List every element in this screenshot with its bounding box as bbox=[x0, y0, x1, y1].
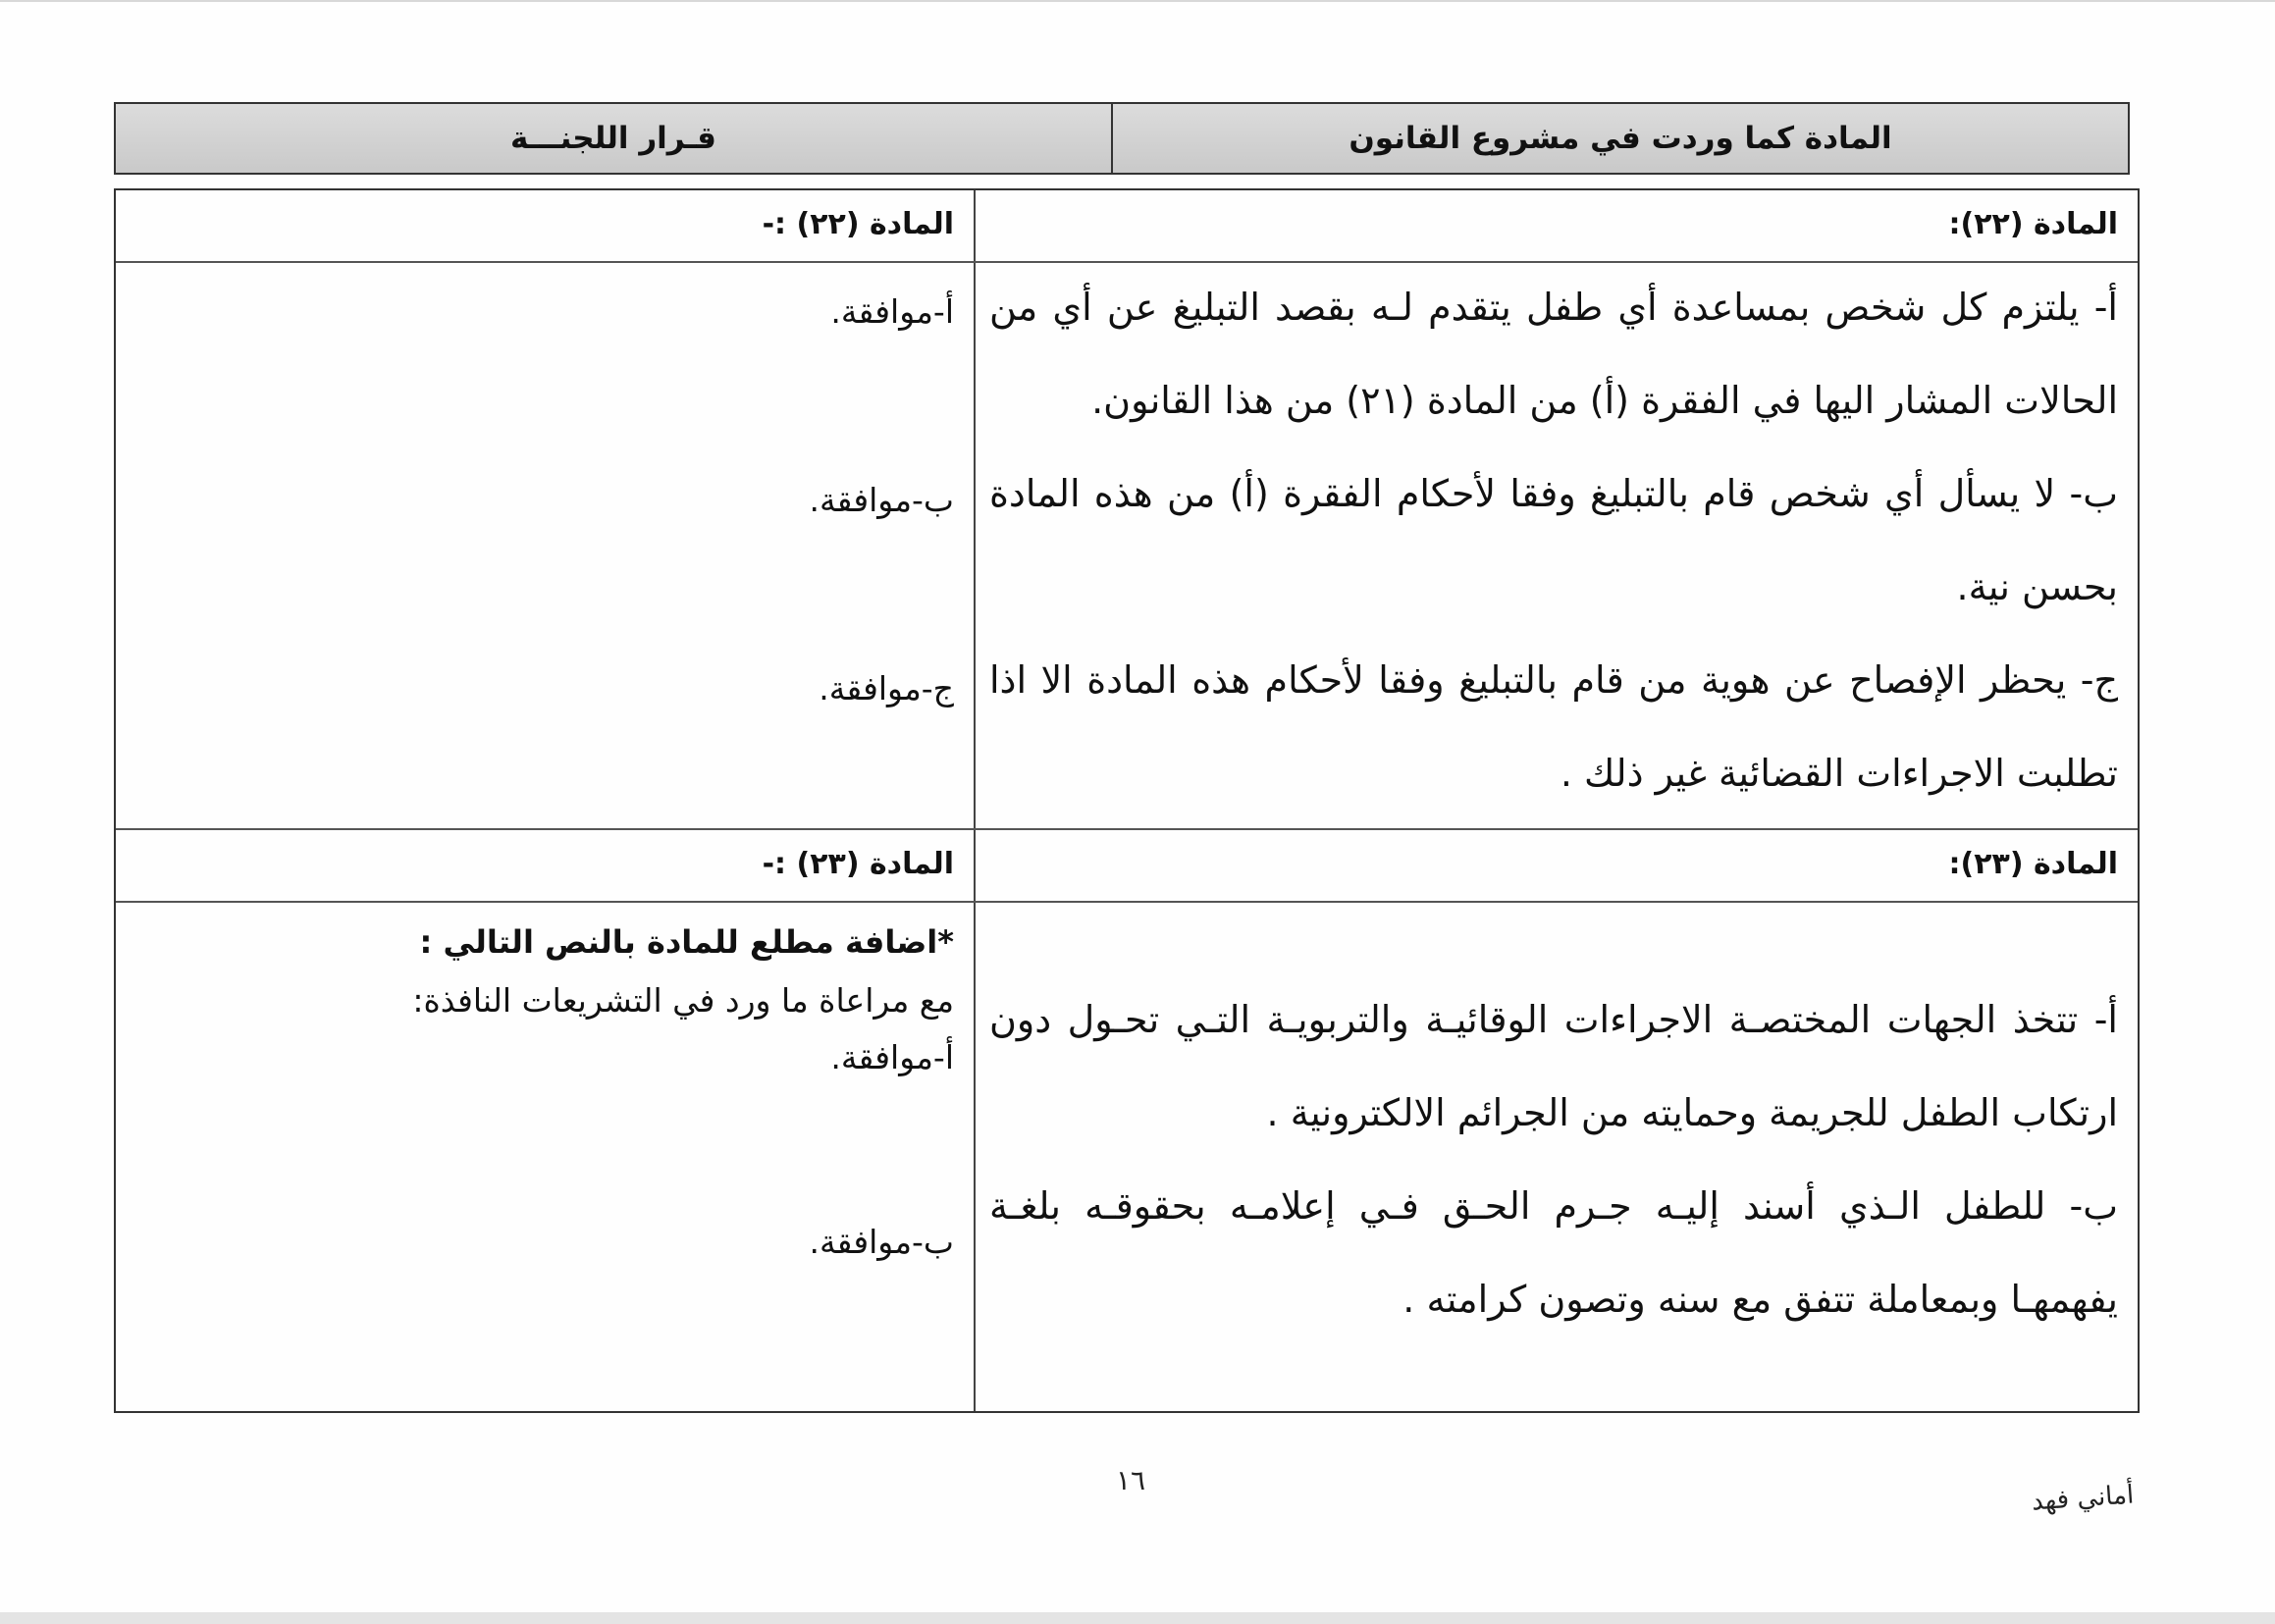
article-23-committee-cell bbox=[116, 903, 974, 1411]
article-22-decision-c: ج-موافقة. bbox=[819, 669, 954, 707]
header-committee-column: قـرار اللجنـــة bbox=[510, 121, 716, 156]
article-23-decision-a: أ-موافقة. bbox=[830, 1038, 954, 1076]
article-23-committee-heading: المادة (٢٣) :- bbox=[762, 847, 954, 881]
article-22-decision-b: ب-موافقة. bbox=[809, 481, 954, 519]
page-number: ١٦ bbox=[1115, 1464, 1146, 1496]
article-23-law-heading-cell bbox=[974, 830, 2138, 901]
article-22-body-row bbox=[116, 263, 2138, 830]
article-22-committee-heading: المادة (٢٢) :- bbox=[762, 207, 954, 241]
header-law-column: المادة كما وردت في مشروع القانون bbox=[1111, 104, 2128, 173]
table-header bbox=[114, 102, 2130, 175]
article-23-law-text-cell bbox=[974, 903, 2138, 1411]
article-22-law-text bbox=[989, 261, 2118, 820]
article-23-body-row bbox=[116, 903, 2138, 1411]
article-22-committee-cell bbox=[116, 263, 974, 828]
article-22-committee-heading-cell bbox=[116, 190, 974, 261]
article-22-para-c: ج- يحظر الإفصاح عن هوية من قام بالتبليغ وفقا لأحكام هذه المادة الا اذا تطلبت الاجراءات القضائية غير ذلك . bbox=[989, 658, 2118, 795]
article-23-decision-b: ب-موافقة. bbox=[809, 1223, 954, 1261]
article-23-law-heading: المادة (٢٣): bbox=[1948, 847, 2118, 881]
article-23-law-text bbox=[989, 973, 2118, 1346]
article-23-committee-note: مع مراعاة ما ورد في التشريعات النافذة: bbox=[412, 981, 954, 1020]
article-22-heading-row bbox=[116, 190, 2138, 263]
article-22-law-text-cell bbox=[974, 263, 2138, 828]
articles-table bbox=[114, 188, 2140, 1413]
article-23-committee-intro: *اضافة مطلع للمادة بالنص التالي : bbox=[419, 923, 954, 961]
article-22-para-a: أ- يلتزم كل شخص بمساعدة أي طفل يتقدم لـه بقصد التبليغ عن أي من الحالات المشار اليها في الفقرة (أ) من المادة (٢١) من هذا القانون. bbox=[989, 286, 2118, 422]
article-22-law-heading-cell bbox=[974, 190, 2138, 261]
article-22-decision-a: أ-موافقة. bbox=[830, 292, 954, 331]
article-23-heading-row bbox=[116, 830, 2138, 903]
article-23-para-b: ب- للطفل الـذي أسند إليـه جـرم الحـق فـي إعلامـه بحقوقـه بلغـة يفهمهـا وبمعاملة تتفق مع سنه وتصون كرامته . bbox=[989, 1184, 2118, 1321]
handwritten-signature: أماني فهد bbox=[2031, 1480, 2136, 1517]
bottom-edge bbox=[0, 1612, 2275, 1624]
article-23-committee-heading-cell bbox=[116, 830, 974, 901]
article-23-para-a: أ- تتخذ الجهات المختصـة الاجراءات الوقائيـة والتربويـة التـي تحـول دون ارتكاب الطفل للجريمة وحمايته من الجرائم الالكترونية . bbox=[989, 998, 2118, 1134]
article-22-law-heading: المادة (٢٢): bbox=[1948, 207, 2118, 241]
article-22-para-b: ب- لا يسأل أي شخص قام بالتبليغ وفقا لأحكام الفقرة (أ) من هذه المادة بحسن نية. bbox=[989, 472, 2118, 608]
top-edge bbox=[0, 0, 2275, 2]
